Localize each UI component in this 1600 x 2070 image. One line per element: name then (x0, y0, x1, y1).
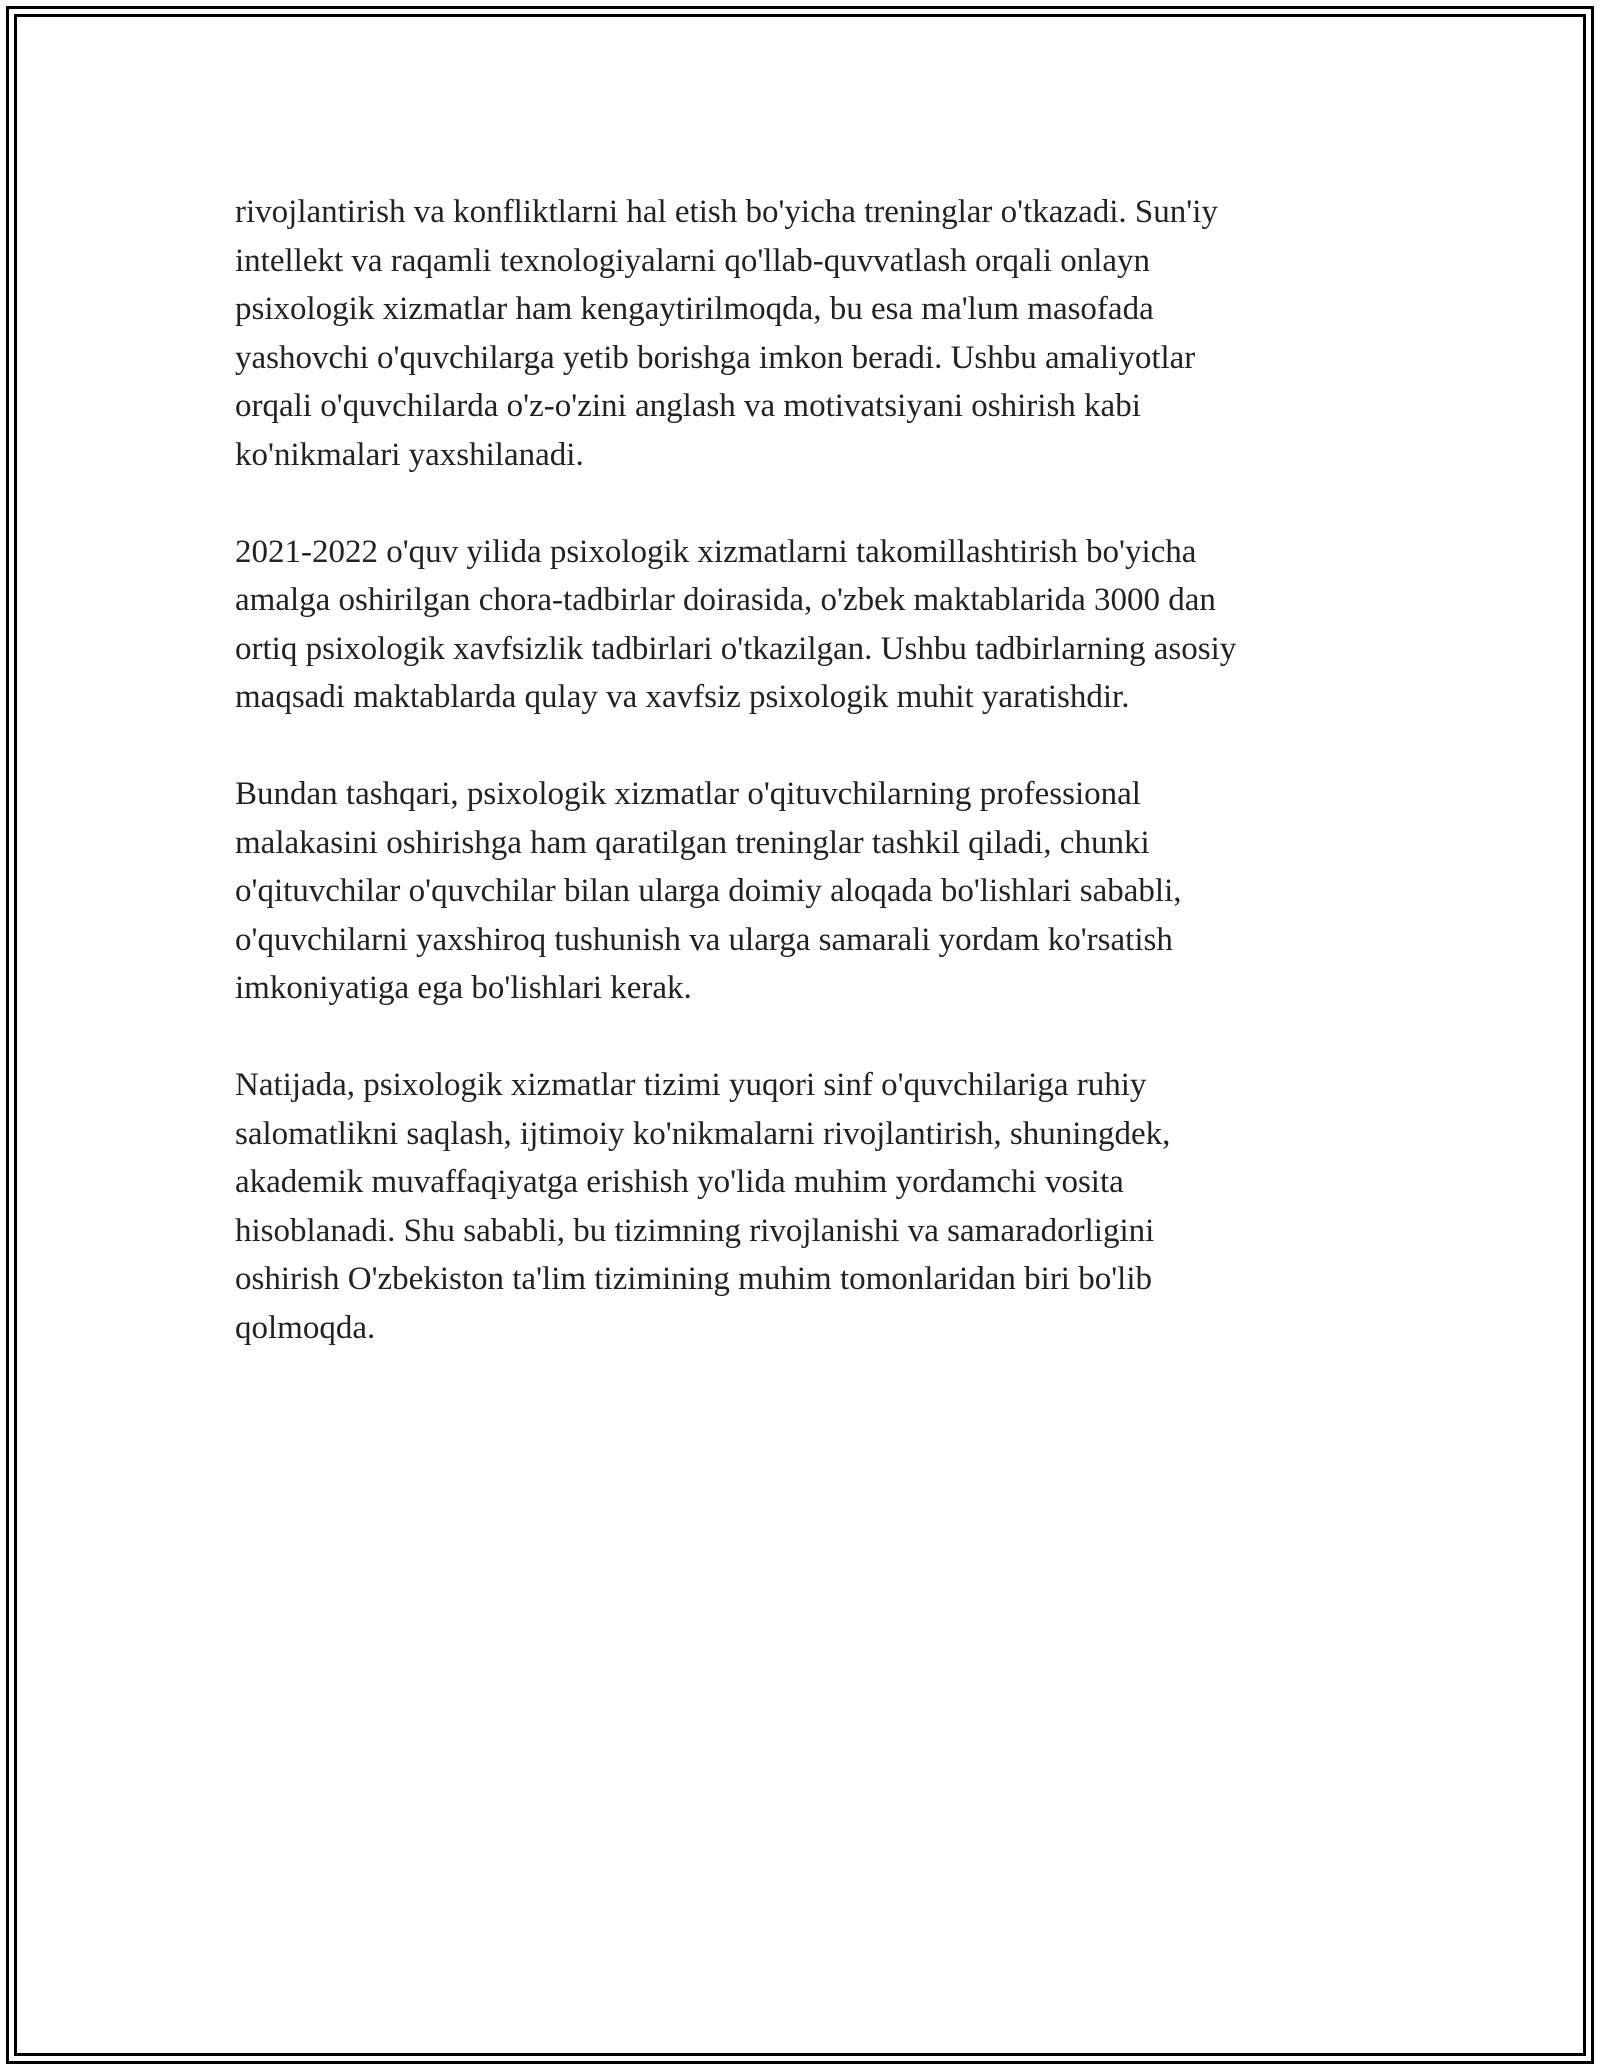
text-line: 2021-2022 o'quv yilida psixologik xizmatlarni takomillashtirish bo'yicha (235, 533, 1197, 570)
text-line: o'qituvchilar o'quvchilar bilan ularga doimiy aloqada bo'lishlari sababli, (235, 873, 1182, 909)
text-line: maqsadi maktablarda qulay va xavfsiz psixologik muhit yaratishdir. (235, 679, 1130, 715)
paragraph-2 (235, 528, 1365, 722)
text-line: imkoniyatiga ega bo'lishlari kerak. (235, 970, 692, 1006)
text-line: yashovchi o'quvchilarga yetib borishga imkon beradi. Ushbu amaliyotlar (235, 339, 1196, 376)
text-line: ortiq psixologik xavfsizlik tadbirlari o'tkazilgan. Ushbu tadbirlarning asosiy (235, 630, 1237, 667)
text-line: hisoblanadi. Shu sababli, bu tizimning rivojlanishi va samaradorligini (235, 1212, 1155, 1249)
text-line: rivojlantirish va konfliktlarni hal etish bo'yicha treninglar o'tkazadi. Sun'iy (235, 194, 1218, 230)
text-line: ko'nikmalari yaxshilanadi. (235, 436, 584, 473)
document-body (235, 188, 1365, 1401)
text-line: amalga oshirilgan chora-tadbirlar doirasida, o'zbek maktablarida 3000 dan (235, 582, 1216, 618)
paragraph-3 (235, 770, 1365, 1013)
text-line: Bundan tashqari, psixologik xizmatlar o'qituvchilarning professional (235, 776, 1141, 812)
text-line: o'quvchilarni yaxshiroq tushunish va ularga samarali yordam ko'rsatish (235, 921, 1173, 958)
text-line: psixologik xizmatlar ham kengaytirilmoqda, bu esa ma'lum masofada (235, 291, 1154, 327)
paragraph-1 (235, 188, 1365, 479)
text-line: qolmoqda. (235, 1309, 376, 1346)
text-line: salomatlikni saqlash, ijtimoiy ko'nikmalarni rivojlantirish, shuningdek, (235, 1115, 1171, 1152)
text-line: intellekt va raqamli texnologiyalarni qo'llab-quvvatlash orqali onlayn (235, 242, 1151, 279)
text-line: Natijada, psixologik xizmatlar tizimi yuqori sinf o'quvchilariga ruhiy (235, 1067, 1147, 1103)
text-line: oshirish O'zbekiston ta'lim tizimining muhim tomonlaridan biri bo'lib (235, 1261, 1153, 1297)
text-line: akademik muvaffaqiyatga erishish yo'lida muhim yordamchi vosita (235, 1164, 1124, 1200)
paragraph-4 (235, 1061, 1365, 1352)
text-line: orqali o'quvchilarda o'z-o'zini anglash va motivatsiyani oshirish kabi (235, 388, 1141, 424)
text-line: malakasini oshirishga ham qaratilgan treninglar tashkil qiladi, chunki (235, 824, 1150, 861)
